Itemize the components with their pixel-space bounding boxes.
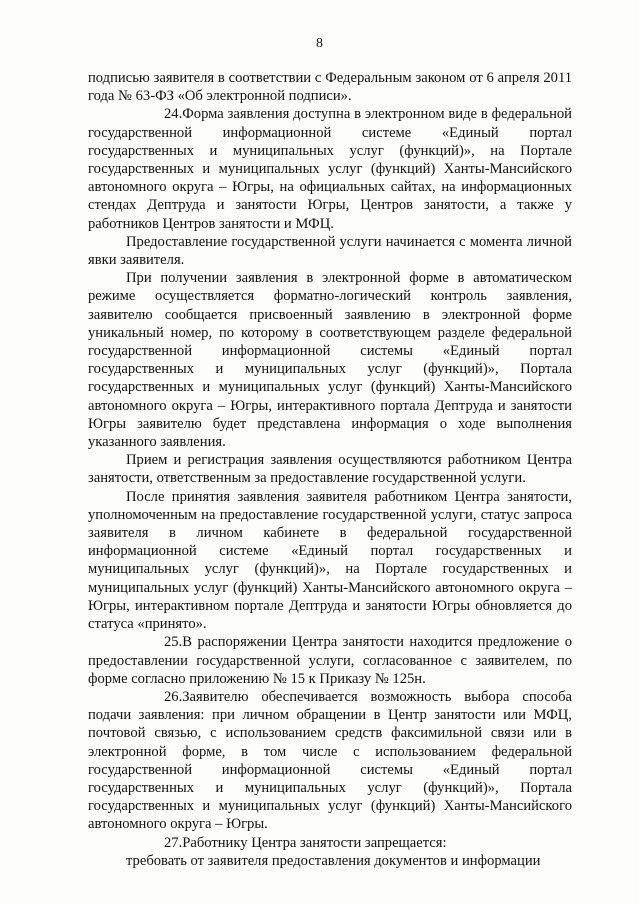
paragraph-continuation (88, 69, 572, 105)
paragraph (88, 269, 572, 451)
paragraph-item-26 (88, 688, 572, 834)
paragraph-item-24 (88, 105, 572, 232)
paragraph-text: Заявителю обеспечивается возможность выбора способа подачи заявления: при личном обращении в Центр занятости или МФЦ, почтовой связью, с использованием средств факсимильной связи или в электронной форме, в том числе с использованием федеральной государственной информационной системы «Единый портал государственных и муниципальных услуг (функций)», Портала государственных и муниципальных услуг (функций) Ханты-Мансийского автономного округа – Югры. (88, 688, 572, 833)
paragraph-number: 24. (164, 106, 183, 123)
paragraph-text: Предоставление государственной услуги начинается с момента личной явки заявителя. (88, 233, 572, 269)
paragraph-text: В распоряжении Центра занятости находится предложение о предоставлении государственной услуги, согласованное с заявителем, по форме согласно приложению № 15 к Приказу № 125н. (88, 634, 572, 687)
paragraph-item-25 (88, 633, 572, 688)
paragraph-text: требовать от заявителя предоставления документов и информации (126, 852, 541, 869)
paragraph-text: При получении заявления в электронной форме в автоматическом режиме осуществляется форматно-логический контроль заявления, заявителю сообщается присвоенный заявлению в электронной форме уникальный номер, по которому в соответствующем разделе федеральной государственной информационной системы «Единый портал государственных и муниципальных услуг (функций)», Портала государственных и муниципальных услуг (функций) Ханты-Мансийского автономного округа – Югры, интерактивного портала Дептруда и занятости Югры заявителю будет представлена информация о ходе выполнения указанного заявления. (88, 270, 572, 451)
paragraph-text: Работнику Центра занятости запрещается: (182, 834, 447, 851)
paragraph-item-27 (88, 834, 572, 852)
paragraph-number: 26. (164, 688, 183, 705)
paragraph-number: 25. (164, 634, 183, 651)
document-body (88, 69, 572, 870)
paragraph (88, 233, 572, 269)
paragraph-text: Форма заявления доступна в электронном виде в федеральной государственной информационной системе «Единый портал государственных и муниципальных услуг (функций)», на Портале государственных и муниципальных услуг (функций) Ханты-Мансийского автономного округа – Югры, на официальных сайтах, на информационных стендах Дептруда и занятости Югры, Центров занятости, а также у работников Центров занятости и МФЦ. (88, 106, 572, 232)
paragraph (88, 852, 572, 870)
paragraph-text: После принятия заявления заявителя работником Центра занятости, уполномоченным на предоставление государственной услуги, статус запроса заявителя в личном кабинете в федеральной государственной информационной системе «Единый портал государственных и муниципальных услуг (функций)», на Портале государственных и муниципальных услуг (функций) Ханты-Мансийского автономного округа – Югры, интерактивном портале Дептруда и занятости Югры обновляется до статуса «принято». (88, 488, 572, 633)
paragraph-text: подписью заявителя в соответствии с Федеральным законом от 6 апреля 2011 года № 63-ФЗ «Об электронной подписи». (88, 70, 572, 105)
paragraph (88, 488, 572, 634)
paragraph-number: 27. (164, 834, 183, 851)
paragraph-text: Прием и регистрация заявления осуществляются работником Центра занятости, ответственным за предоставление государственной услуги. (88, 452, 572, 487)
page-number: 8 (316, 36, 323, 51)
paragraph (88, 451, 572, 487)
